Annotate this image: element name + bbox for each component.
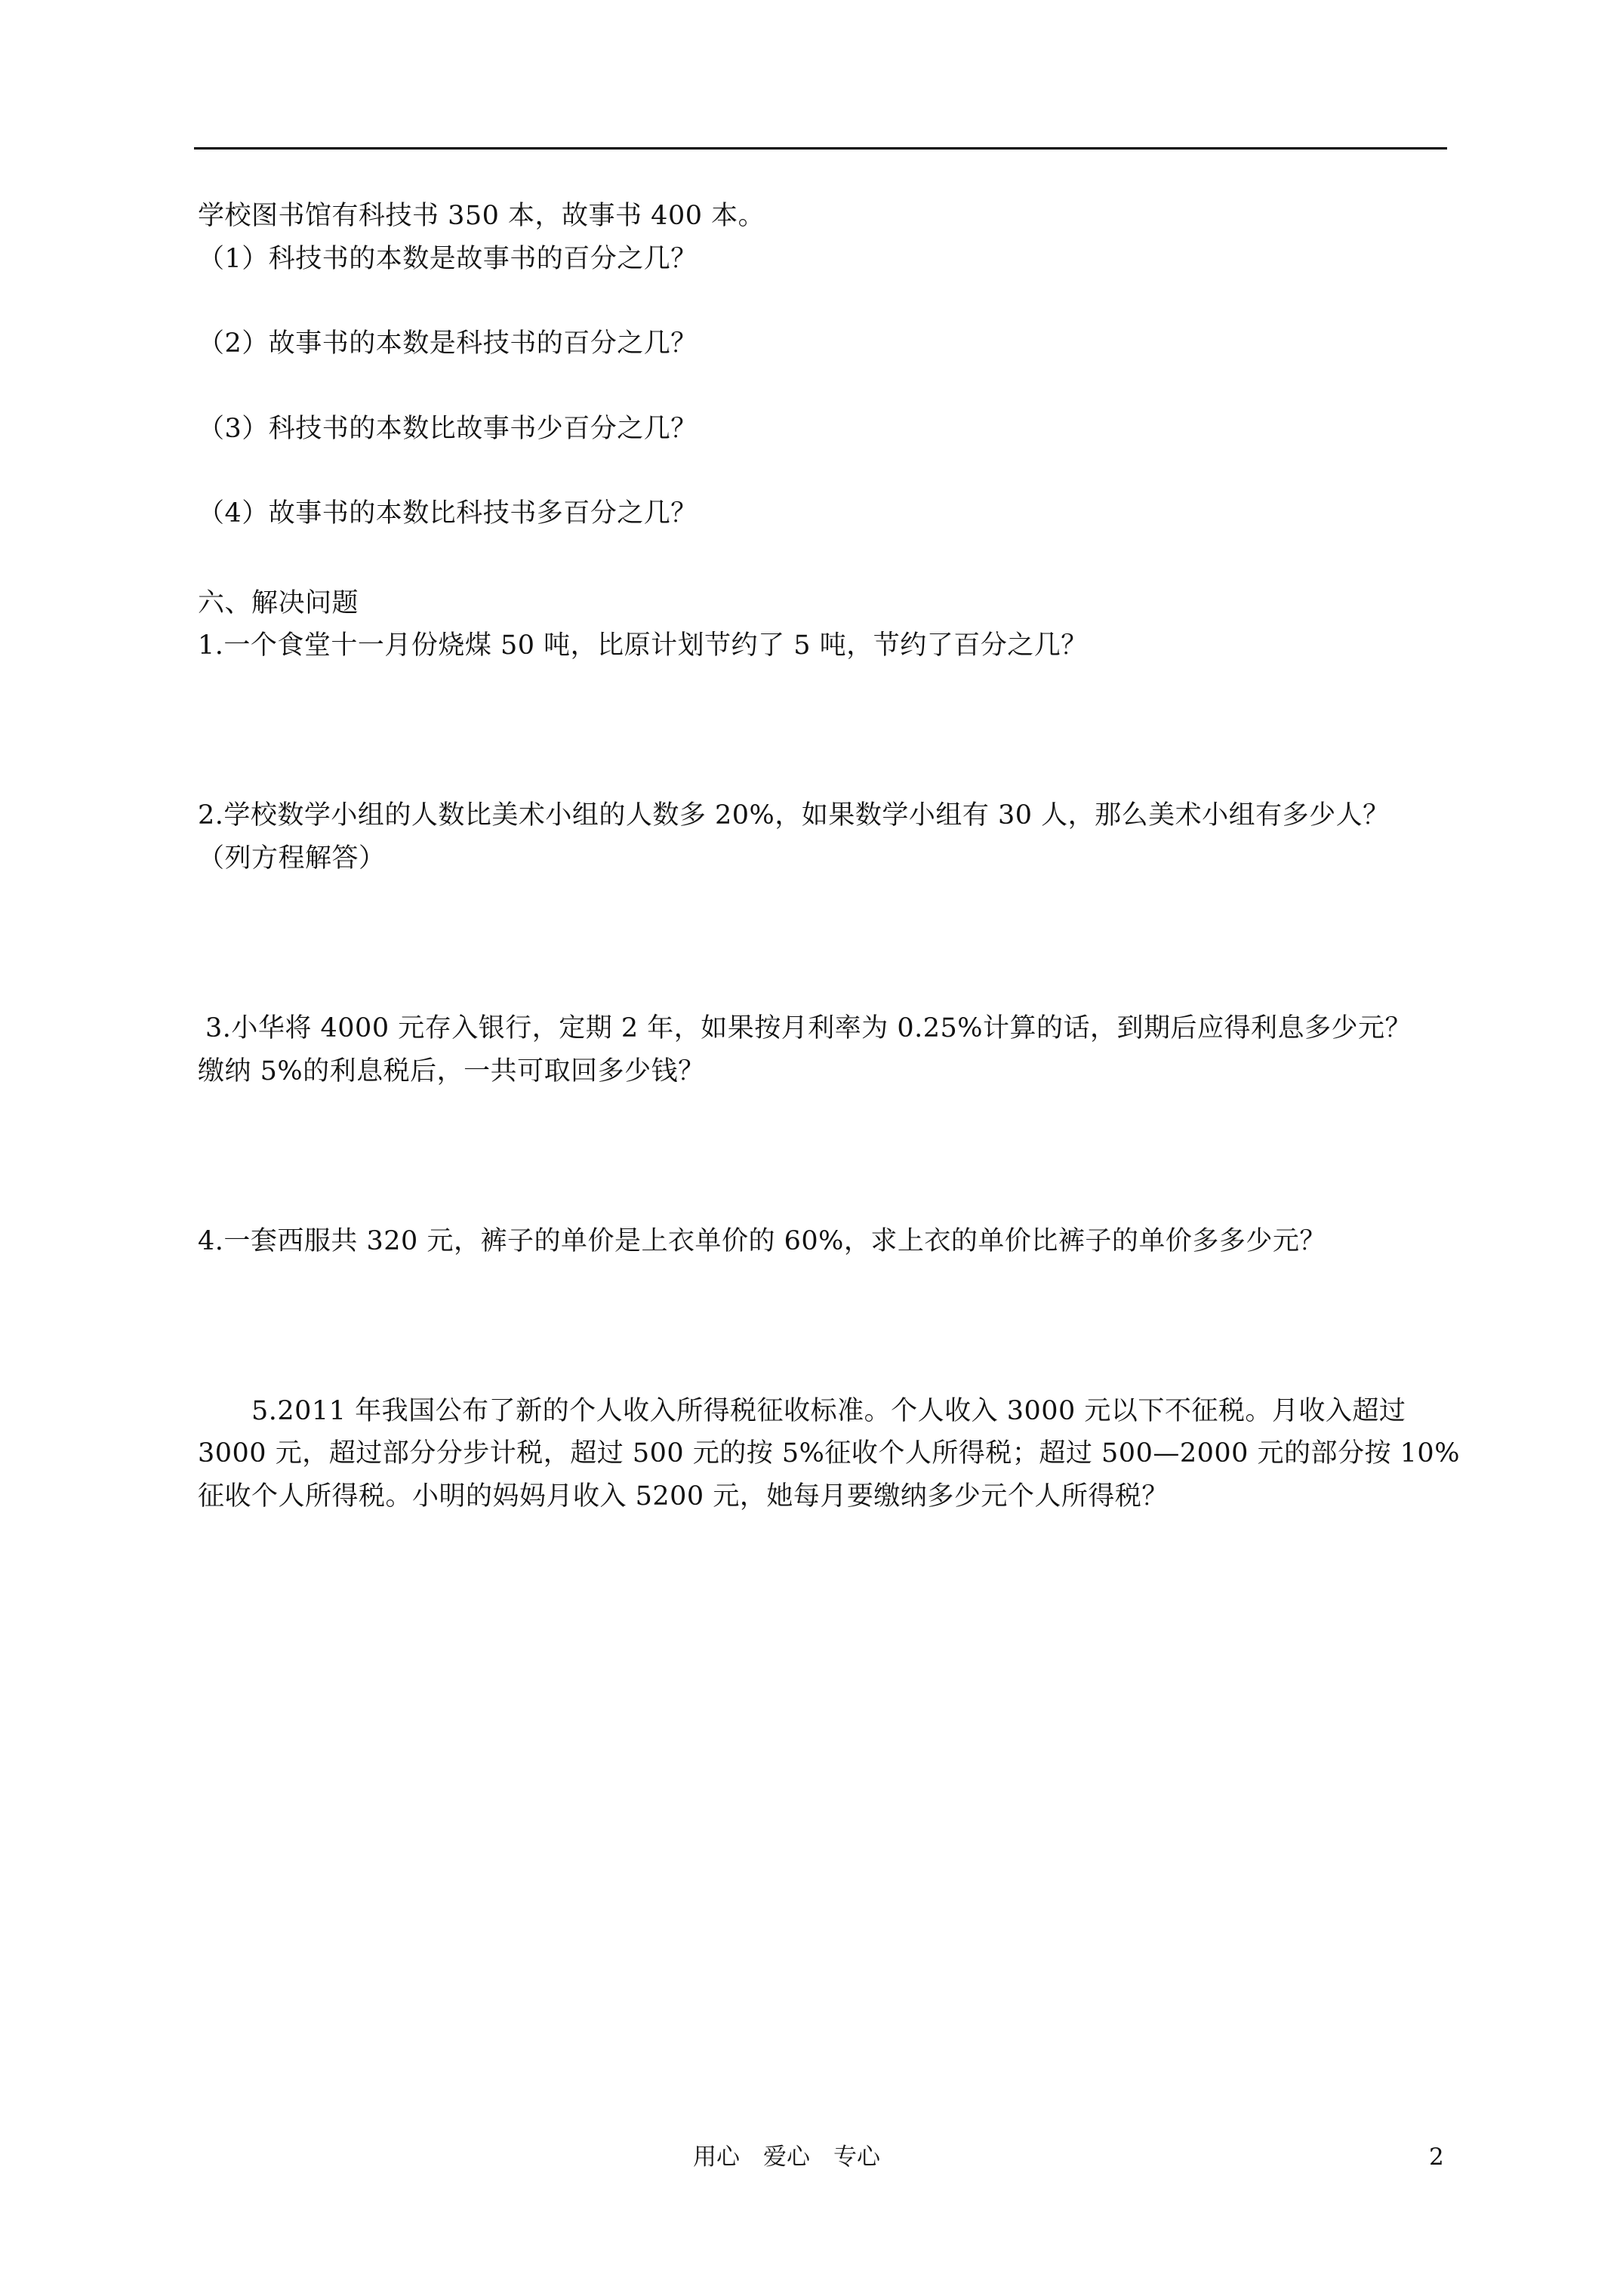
problem-5-line-2: 3000 元，超过部分分步计税，超过 500 元的按 5%征收个人所得税；超过 500—2000 元的部分按 10% — [198, 1438, 1460, 1469]
footer-slogan: 用心 爱心 专心 — [693, 2143, 880, 2171]
header-rule — [194, 147, 1447, 149]
intro-text: 学校图书馆有科技书 350 本，故事书 400 本。 — [198, 201, 765, 231]
page-number: 2 — [1429, 2143, 1444, 2171]
question-2: （2）故事书的本数是科技书的百分之几？ — [198, 328, 698, 359]
problem-2-line-1: 2.学校数学小组的人数比美术小组的人数多 20%，如果数学小组有 30 人，那么美术小组有多少人？ — [198, 800, 1390, 831]
question-4: （4）故事书的本数比科技书多百分之几？ — [198, 498, 698, 529]
question-1: （1）科技书的本数是故事书的百分之几？ — [198, 244, 698, 274]
problem-3-line-2: 缴纳 5%的利息税后，一共可取回多少钱？ — [198, 1056, 705, 1086]
problem-5-line-1: 5.2011 年我国公布了新的个人收入所得税征收标准。个人收入 3000 元以下不征税。月收入超过 — [251, 1396, 1406, 1426]
problem-3-line-1: 3.小华将 4000 元存入银行，定期 2 年，如果按月利率为 0.25%计算的话，到期后应得利息多少元？ — [205, 1013, 1412, 1043]
problem-1: 1.一个食堂十一月份烧煤 50 吨，比原计划节约了 5 吨，节约了百分之几？ — [198, 630, 1088, 661]
section-title: 六、解决问题 — [198, 588, 359, 618]
problem-5-line-3: 征收个人所得税。小明的妈妈月收入 5200 元，她每月要缴纳多少元个人所得税？ — [198, 1481, 1169, 1512]
question-3: （3）科技书的本数比故事书少百分之几？ — [198, 414, 698, 444]
problem-4: 4.一套西服共 320 元，裤子的单价是上衣单价的 60%，求上衣的单价比裤子的单价多多少元？ — [198, 1226, 1326, 1256]
problem-2-line-2: （列方程解答） — [198, 843, 386, 874]
